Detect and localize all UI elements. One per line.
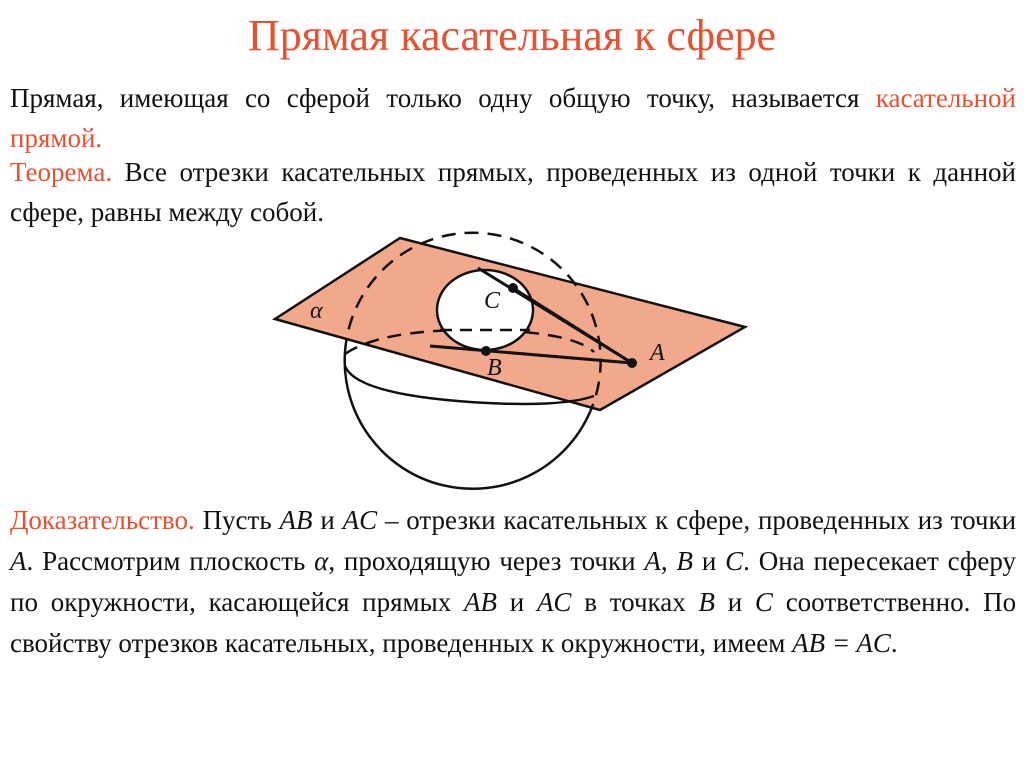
proof-and-4: и	[727, 587, 743, 617]
point-c	[508, 283, 518, 293]
proof-ab: AB	[279, 505, 313, 535]
proof-and-3: и	[509, 587, 525, 617]
label-a: A	[650, 340, 665, 366]
proof-label: Доказательство.	[10, 505, 195, 535]
theorem-paragraph	[10, 152, 1016, 232]
definition-term: касательной прямой.	[10, 83, 1017, 153]
proof-alpha: α	[314, 546, 329, 576]
proof-and: и	[320, 505, 335, 535]
proof-point-c-2: C	[754, 587, 773, 617]
theorem-text: Все отрезки касательных прямых, проведенных из одной точки к данной сфере, равны между собой.	[10, 157, 1017, 227]
proof-comma: ,	[660, 546, 668, 576]
proof-text-3: . Рассмотрим плоскость	[26, 546, 306, 576]
definition-text: Прямая, имеющая со сферой только одну общую точку, называется	[10, 83, 860, 113]
proof-text-4: , проходящую через точки	[328, 546, 636, 576]
theorem-label: Теорема.	[10, 157, 113, 187]
proof-text-2: – отрезки касательных к сфере, проведенных из точки	[384, 505, 1017, 535]
proof-point-b: B	[676, 546, 693, 576]
label-c: C	[484, 288, 501, 314]
proof-point-c: C	[725, 546, 744, 576]
proof-text-5: . Она пересекает сферу по окружности, касающейся прямых	[10, 546, 1017, 617]
proof-point-a: A	[10, 546, 27, 576]
point-a	[627, 358, 637, 368]
proof-ac: AC	[342, 505, 378, 535]
proof-and-2: и	[701, 546, 717, 576]
label-b: B	[487, 355, 502, 381]
proof-ab-2: AB	[463, 587, 497, 617]
proof-end: .	[890, 628, 898, 658]
proof-point-b-2: B	[698, 587, 715, 617]
proof-text-1: Пусть	[202, 505, 272, 535]
slide-title: Прямая касательная к сфере	[247, 11, 777, 60]
label-alpha: α	[310, 298, 323, 324]
definition-paragraph	[10, 78, 1016, 158]
proof-point-a-2: A	[644, 546, 661, 576]
sphere-tangent-figure	[0, 226, 1024, 506]
proof-paragraph	[10, 500, 1016, 664]
proof-ac-2: AC	[536, 587, 572, 617]
proof-text-7: соответственно. По свойству отрезков касательных, проведенных к окружности, имеем	[10, 587, 1017, 658]
proof-equation: AB = AC	[792, 628, 891, 658]
proof-text-6: в точках	[584, 587, 686, 617]
